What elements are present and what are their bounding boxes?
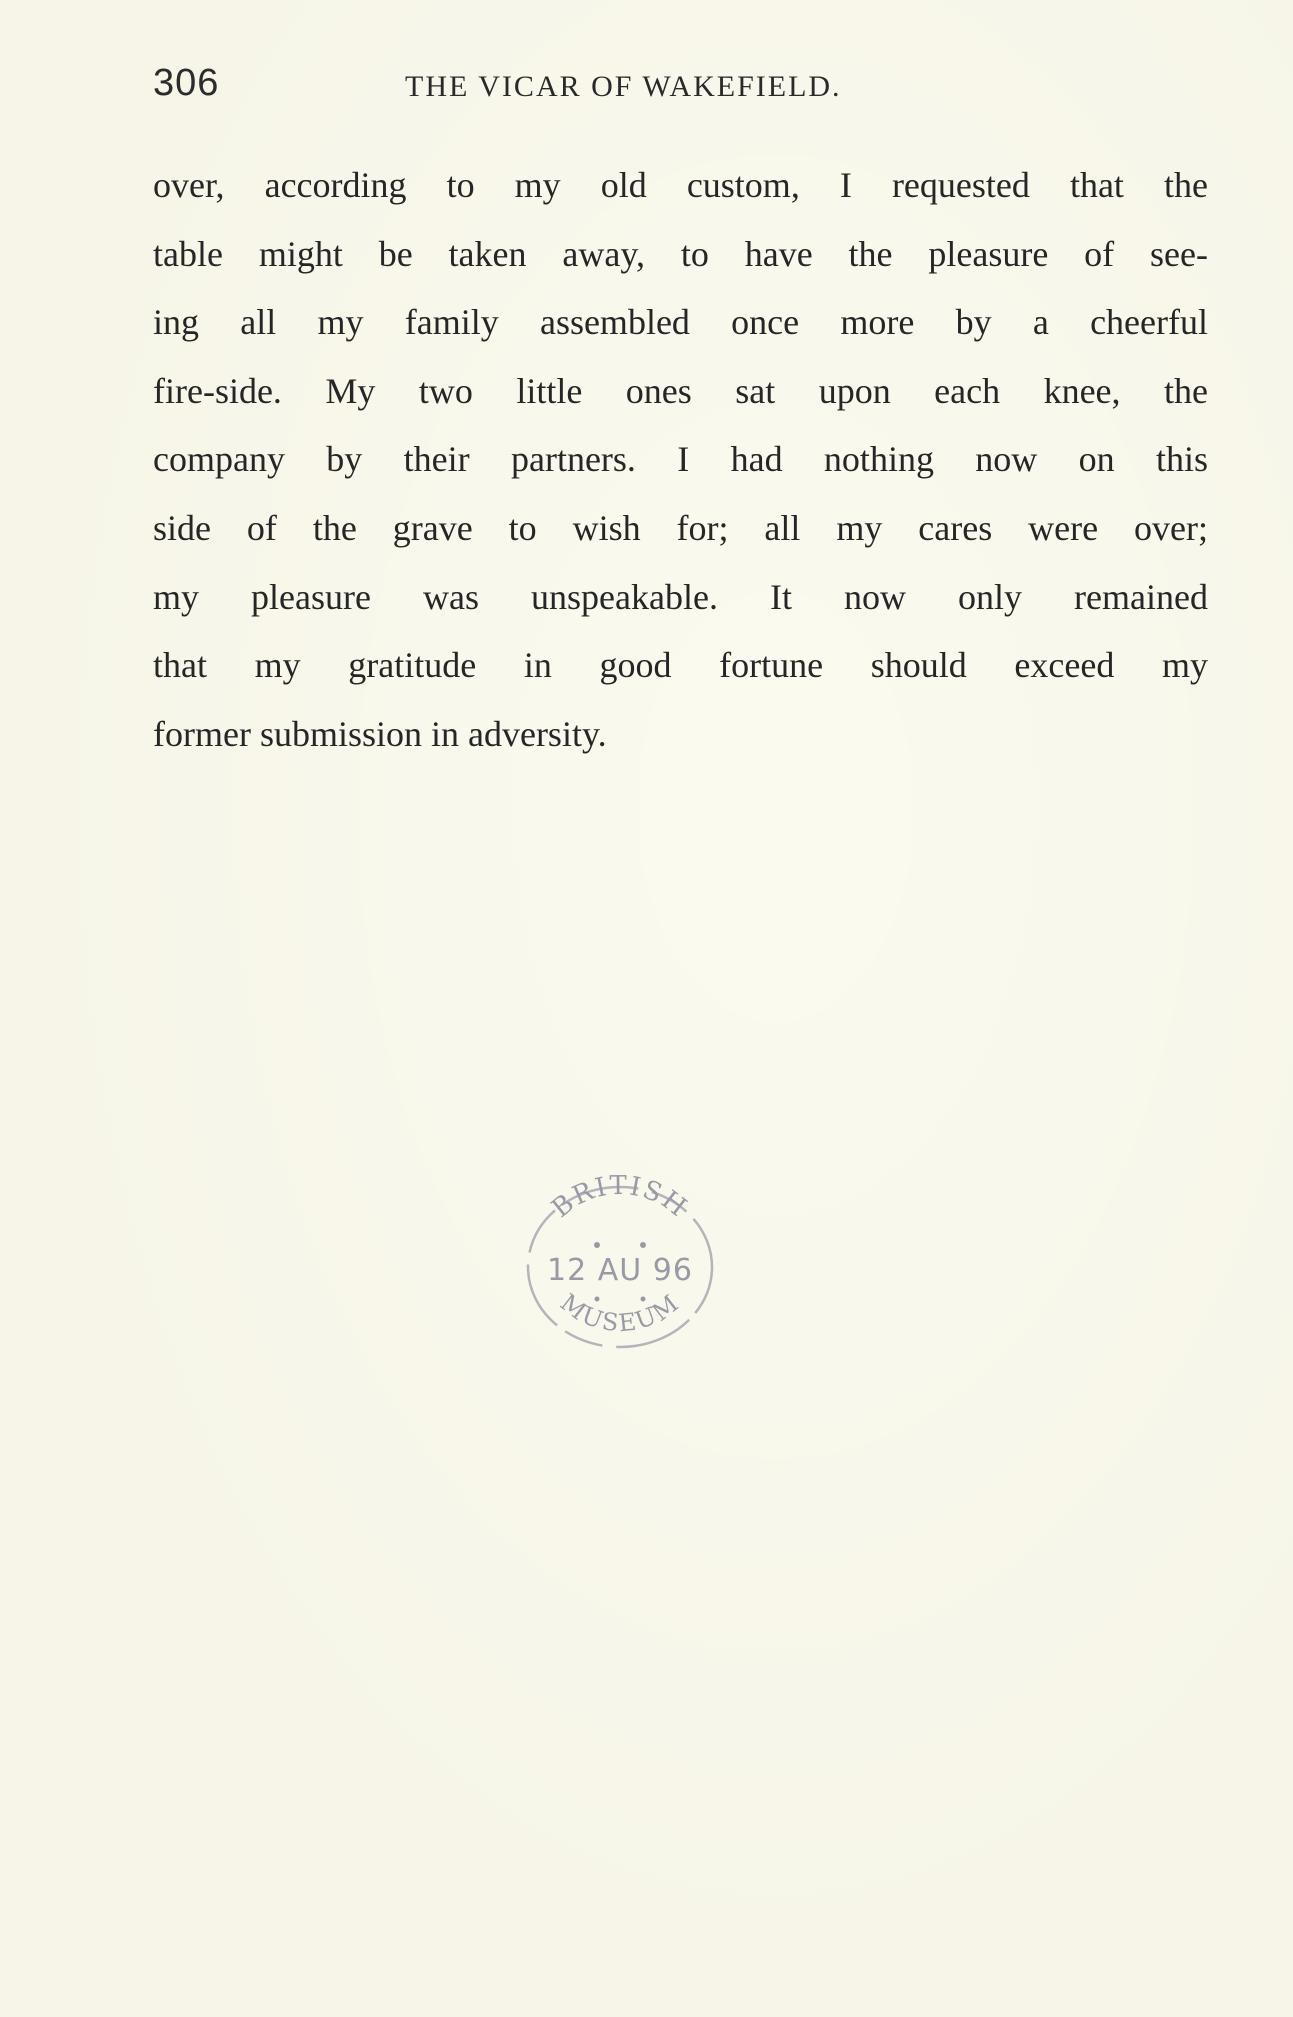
running-title: THE VICAR OF WAKEFIELD. xyxy=(405,70,842,103)
running-head xyxy=(153,62,1208,112)
stamp-date: 12 AU 96 xyxy=(547,1253,693,1288)
text-line: table might be taken away, to have the pleasure of see- xyxy=(153,233,1208,274)
page-number: 306 xyxy=(153,62,220,104)
text-line: company by their partners. I had nothing now on this xyxy=(153,439,1208,480)
text-line: my pleasure was unspeakable. It now only remained xyxy=(153,576,1208,617)
text-line: side of the grave to wish for; all my cares were over; xyxy=(153,507,1208,548)
text-line: fire-side. My two little ones sat upon each knee, the xyxy=(153,370,1208,411)
stamp-bottom-text: MUSEUM xyxy=(554,1288,686,1338)
text-line: former submission in adversity. xyxy=(153,713,607,754)
stamp-top-text: BRITISH xyxy=(546,1170,694,1224)
text-line: that my gratitude in good fortune should exceed my xyxy=(153,645,1208,686)
library-stamp xyxy=(505,1162,735,1352)
text-line: over, according to my old custom, I requested that the xyxy=(153,165,1208,205)
library-stamp-graphic xyxy=(505,1162,735,1352)
text-line: ing all my family assembled once more by a cheerful xyxy=(153,302,1208,343)
body-text xyxy=(153,151,1208,768)
